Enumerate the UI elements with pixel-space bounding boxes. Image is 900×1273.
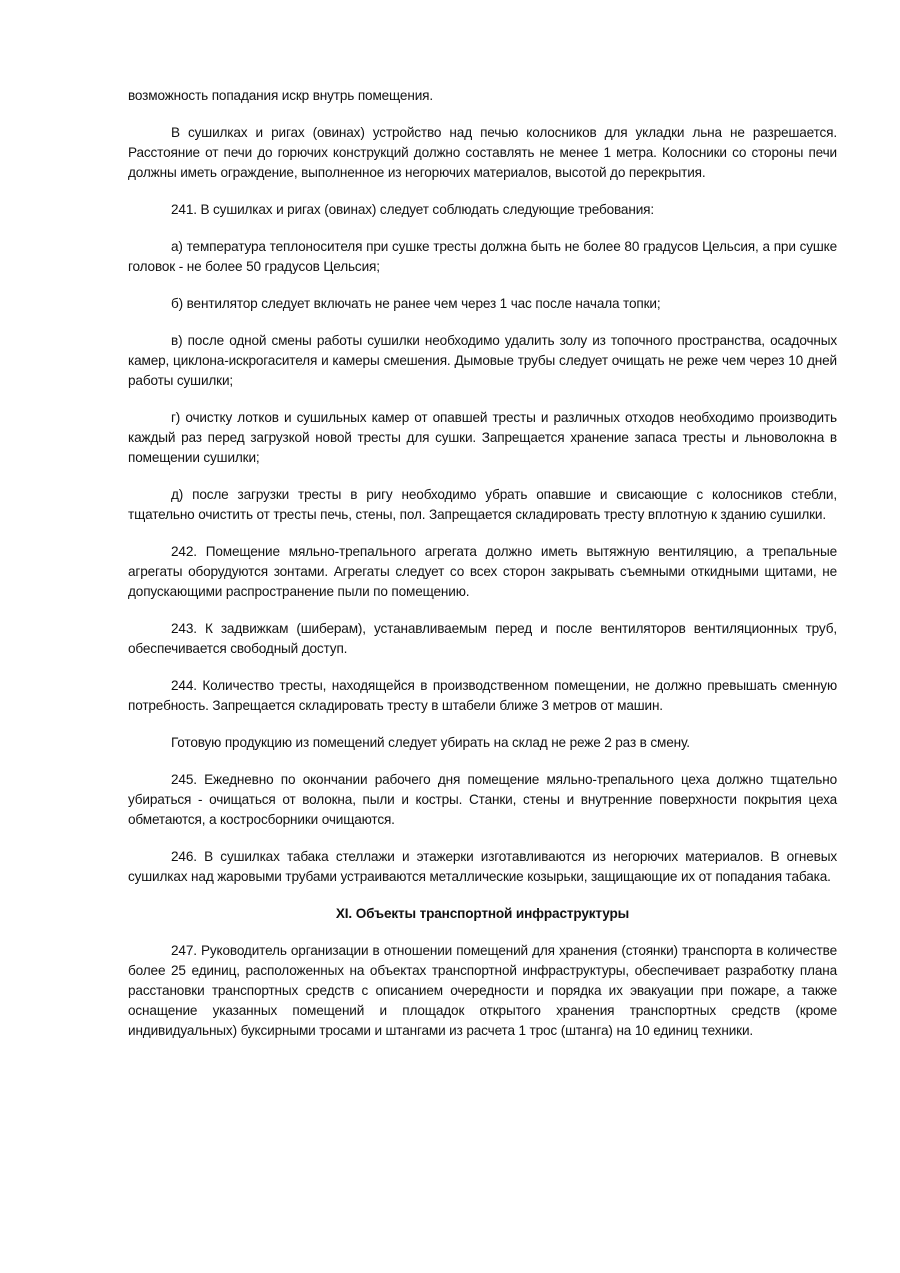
paragraph-241: 241. В сушилках и ригах (овинах) следует соблюдать следующие требования: [171,202,654,217]
paragraph-242: 242. Помещение мяльно-трепального агрегата должно иметь вытяжную вентиляцию, а трепальные агрегаты оборудуются зонтами. Агрегаты следует со всех сторон закрывать съемными откидными щитами, не допускающими распространение пыли по помещению. [128,544,837,599]
paragraph-continuation: возможность попадания искр внутрь помещения. [128,88,433,103]
document-page [128,86,837,1058]
paragraph-241-g: г) очистку лотков и сушильных камер от опавшей тресты и различных отходов необходимо производить каждый раз перед загрузкой новой тресты для сушки. Запрещается хранение запаса тресты и льноволокна в помещении сушилки; [128,410,837,465]
paragraph-246: 246. В сушилках табака стеллажи и этажерки изготавливаются из негорючих материалов. В огневых сушилках над жаровыми трубами устраиваются металлические козырьки, защищающие их от попадания табака. [128,849,837,884]
section-heading: XI. Объекты транспортной инфраструктуры [335,906,630,921]
paragraph-drying-grates: В сушилках и ригах (овинах) устройство над печью колосников для укладки льна не разрешается. Расстояние от печи до горючих конструкций должно составлять не менее 1 метра. Колосники со стороны печи должны иметь ограждение, выполненное из негорючих материалов, высотой до перекрытия. [128,125,837,180]
paragraph-finished-products: Готовую продукцию из помещений следует убирать на склад не реже 2 раз в смену. [171,735,690,750]
paragraph-241-d: д) после загрузки тресты в ригу необходимо убрать опавшие и свисающие с колосников стебли, тщательно очистить от тресты печь, стены, пол. Запрещается складировать тресту вплотную к зданию сушилки. [128,487,837,522]
paragraph-241-a: а) температура теплоносителя при сушке тресты должна быть не более 80 градусов Цельсия, а при сушке головок - не более 50 градусов Цельсия; [128,239,837,274]
paragraph-244: 244. Количество тресты, находящейся в производственном помещении, не должно превышать сменную потребность. Запрещается складировать тресту в штабели ближе 3 метров от машин. [128,678,837,713]
paragraph-241-b: б) вентилятор следует включать не ранее чем через 1 час после начала топки; [171,296,661,311]
paragraph-245: 245. Ежедневно по окончании рабочего дня помещение мяльно-трепального цеха должно тщательно убираться - очищаться от волокна, пыли и костры. Станки, стены и внутренние поверхности покрытия цеха обметаются, а костросборники очищаются. [128,772,837,827]
paragraph-241-v: в) после одной смены работы сушилки необходимо удалить золу из топочного пространства, осадочных камер, циклона-искрогасителя и камеры смешения. Дымовые трубы следует очищать не реже чем через 10 дней работы сушилки; [128,333,837,388]
paragraph-243: 243. К задвижкам (шиберам), устанавливаемым перед и после вентиляторов вентиляционных труб, обеспечивается свободный доступ. [128,621,837,656]
paragraph-247: 247. Руководитель организации в отношении помещений для хранения (стоянки) транспорта в количестве более 25 единиц, расположенных на объектах транспортной инфраструктуры, обеспечивает разработку плана расстановки транспортных средств с описанием очередности и порядка их эвакуации при пожаре, а также оснащение указанных помещений и площадок открытого хранения транспортных средств (кроме индивидуальных) буксирными тросами и штангами из расчета 1 трос (штанга) на 10 единиц техники. [128,943,837,1038]
